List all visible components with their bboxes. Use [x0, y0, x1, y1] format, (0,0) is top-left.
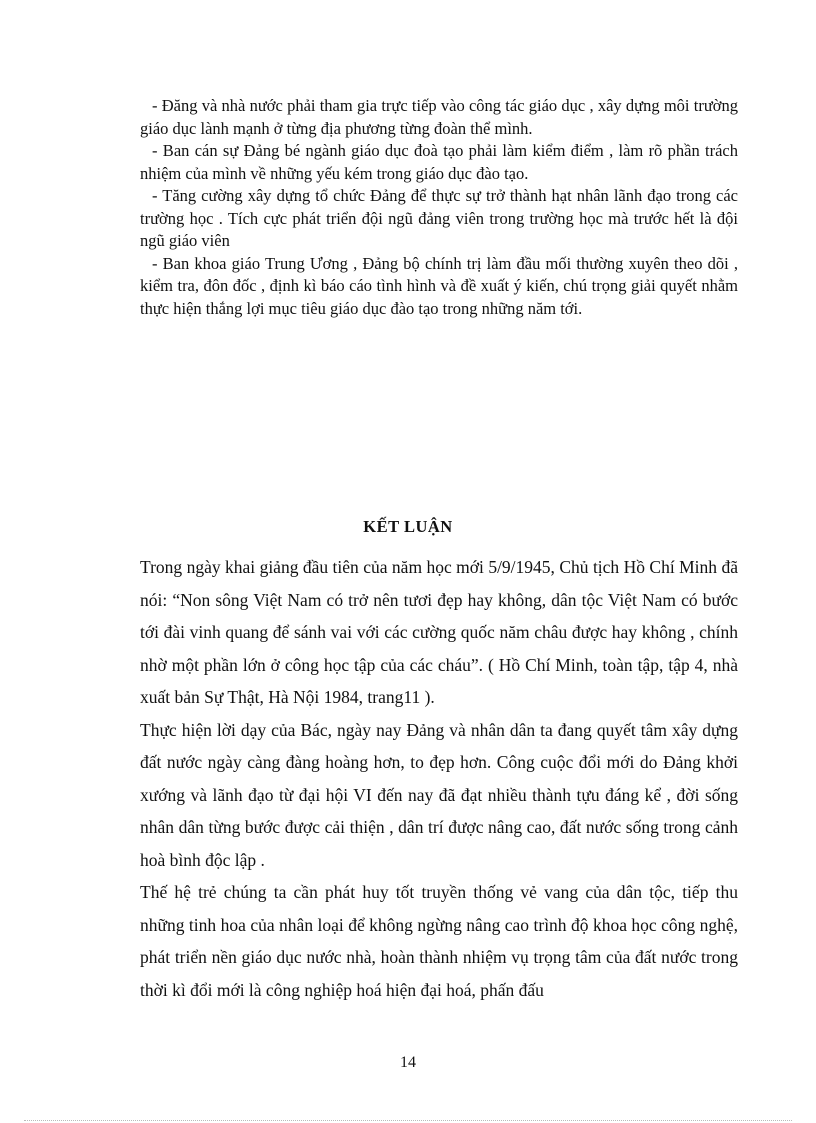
- conclusion-body: [140, 551, 738, 1006]
- conclusion-heading: KẾT LUẬN: [363, 517, 453, 536]
- conclusion-paragraph: Thế hệ trẻ chúng ta cần phát huy tốt truyền thống vẻ vang của dân tộc, tiếp thu những tinh hoa của nhân loại để không ngừng nâng cao trình độ khoa học công nghệ, phát triển nền giáo dục nước nhà, hoàn thành nhiệm vụ trọng tâm của đất nước trong thời kì đổi mới là công nghiệp hoá hiện đại hoá, phấn đấu: [140, 882, 738, 1000]
- footer-divider: [24, 1120, 792, 1121]
- conclusion-paragraph: Thực hiện lời dạy của Bác, ngày nay Đảng và nhân dân ta đang quyết tâm xây dựng đất nước ngày càng đàng hoàng hơn, to đẹp hơn. Công cuộc đổi mới do Đảng khởi xướng và lãnh đạo từ đại hội VI đến nay đã đạt nhiều thành tựu đáng kể , đời sống nhân dân từng bước được cải thiện , dân trí được nâng cao, đất nước sống trong cảnh hoà bình độc lập .: [140, 719, 738, 870]
- recommendation-paragraph: - Ban cán sự Đảng bé ngành giáo dục đoà tạo phải làm kiểm điểm , làm rõ phần trách nhiệm của mình về những yếu kém trong giáo dục đào tạo.: [140, 141, 738, 183]
- recommendation-paragraph: - Đăng và nhà nước phải tham gia trực tiếp vào công tác giáo dục , xây dựng môi trường giáo dục lành mạnh ở từng địa phương từng đoàn thể mình.: [140, 96, 738, 138]
- recommendations-block: [140, 95, 738, 320]
- conclusion-paragraph: Trong ngày khai giảng đầu tiên của năm học mới 5/9/1945, Chủ tịch Hồ Chí Minh đã nói: “Non sông Việt Nam có trở nên tươi đẹp hay không, dân tộc Việt Nam có bước tới đài vinh quang để sánh vai với các cường quốc năm châu được hay không , chính nhờ một phần lớn ở công học tập của các cháu”. ( Hồ Chí Minh, toàn tập, tập 4, nhà xuất bản Sự Thật, Hà Nội 1984, trang11 ).: [140, 557, 738, 707]
- recommendation-paragraph: - Tăng cường xây dựng tổ chức Đảng để thực sự trở thành hạt nhân lãnh đạo trong các trường học . Tích cực phát triển đội ngũ đảng viên trong trường học mà trước hết là đội ngũ giáo viên: [140, 186, 738, 250]
- recommendation-paragraph: - Ban khoa giáo Trung Ương , Đảng bộ chính trị làm đầu mối thường xuyên theo dõi , kiểm tra, đôn đốc , định kì báo cáo tình hình và đề xuất ý kiến, chú trọng giải quyết nhằm thực hiện thắng lợi mục tiêu giáo dục đào tạo trong những năm tới.: [140, 253, 738, 318]
- page-number: 14: [400, 1054, 416, 1071]
